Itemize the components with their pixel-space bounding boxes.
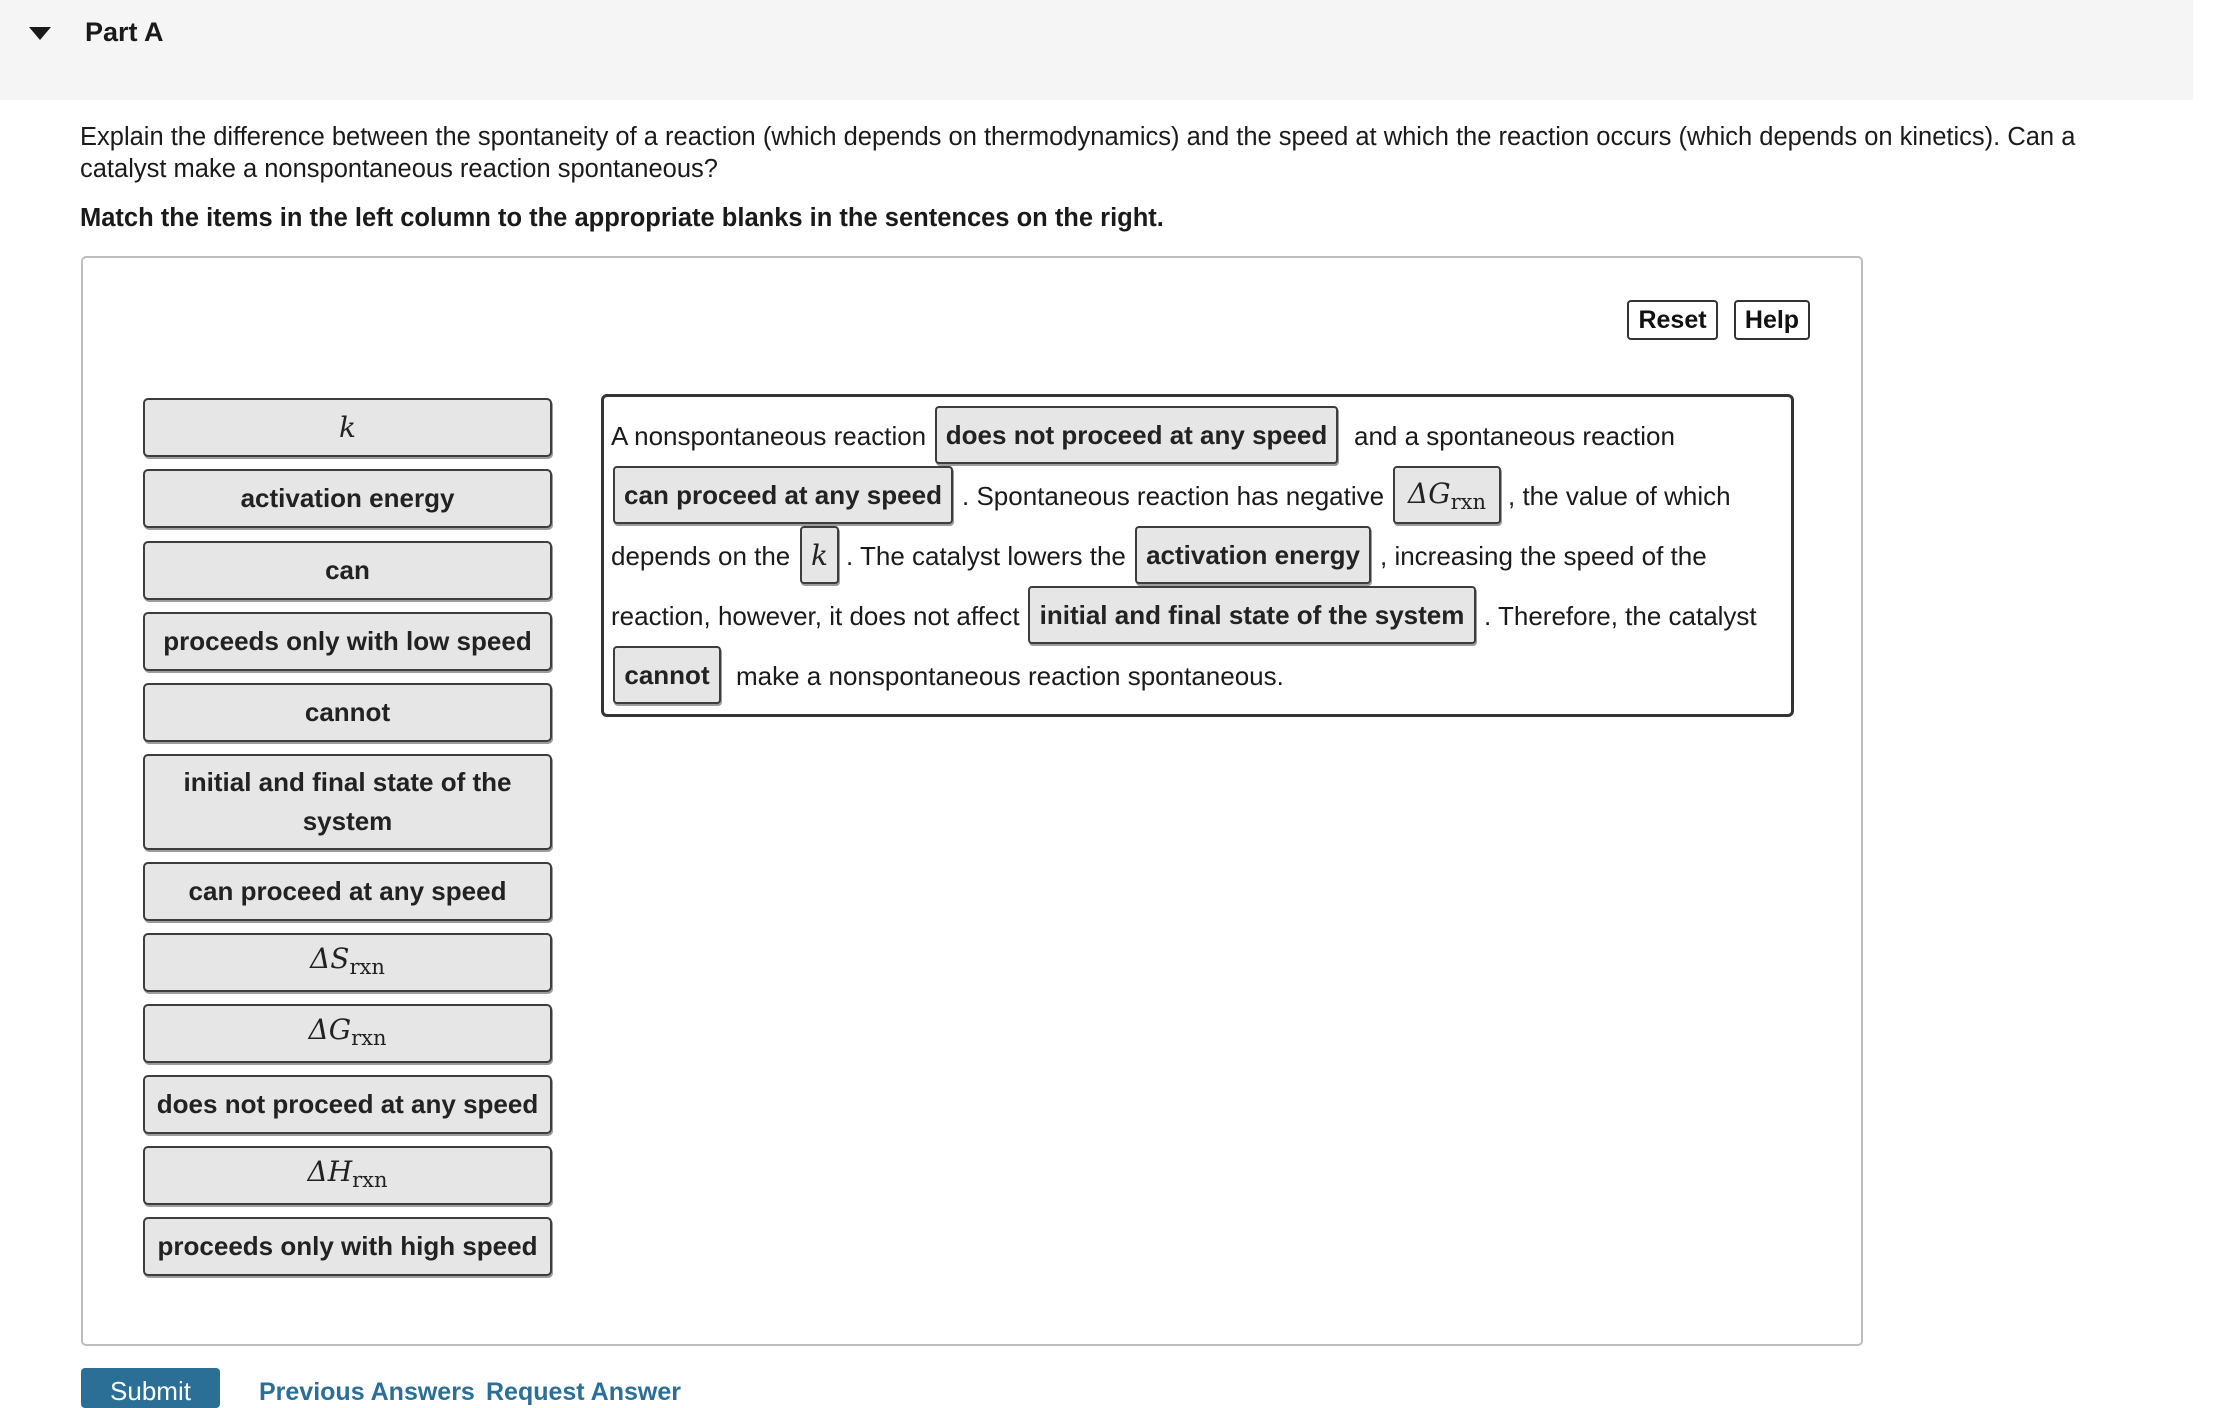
blank-3-symbol: $\Delta G_{rxn}$: [1407, 476, 1486, 514]
item-can[interactable]: can: [143, 541, 552, 600]
sentence-text: . Therefore, the catalyst: [1484, 601, 1757, 631]
question-text: Explain the difference between the spontaneity of a reaction (which depends on thermodynamics) and the speed at which the reaction occurs (which depends on kinetics). Can a catalyst make a nonspontaneous reaction spontaneous?: [80, 123, 2076, 183]
instruction-text: Match the items in the left column to the appropriate blanks in the sentences on the right.: [80, 204, 1164, 232]
previous-answers-link[interactable]: Previous Answers: [259, 1378, 475, 1406]
item-delta-s-rxn[interactable]: [143, 933, 552, 992]
collapse-caret-icon[interactable]: [29, 27, 51, 40]
blank-2[interactable]: can proceed at any speed: [613, 466, 953, 524]
blank-3[interactable]: [1393, 466, 1501, 524]
sentence-text: . Spontaneous reaction has negative: [962, 481, 1385, 511]
item-can-proceed-at-any-speed[interactable]: can proceed at any speed: [143, 862, 552, 921]
sentence-text: reaction, however, it does not affect: [611, 601, 1020, 631]
sentence-text: and a spontaneous reaction: [1354, 421, 1675, 451]
item-proceeds-only-with-high-speed[interactable]: proceeds only with high speed: [143, 1217, 552, 1276]
item-delta-h-rxn[interactable]: [143, 1146, 552, 1205]
delta-g-symbol: $\Delta G_{rxn}$: [308, 1012, 387, 1050]
blank-1[interactable]: does not proceed at any speed: [935, 406, 1338, 464]
sentence-text: depends on the: [611, 541, 791, 571]
item-k[interactable]: [143, 398, 552, 457]
part-header[interactable]: [0, 0, 2193, 100]
part-title: Part A: [85, 17, 164, 47]
item-cannot[interactable]: cannot: [143, 683, 552, 742]
item-proceeds-only-with-low-speed[interactable]: proceeds only with low speed: [143, 612, 552, 671]
delta-s-symbol: $\Delta S_{rxn}$: [310, 941, 385, 979]
blank-7[interactable]: cannot: [613, 646, 721, 704]
sentence-text: make a nonspontaneous reaction spontaneous.: [736, 661, 1284, 691]
item-does-not-proceed-at-any-speed[interactable]: does not proceed at any speed: [143, 1075, 552, 1134]
reset-button[interactable]: Reset: [1627, 300, 1718, 340]
sentence-text: , increasing the speed of the: [1380, 541, 1707, 571]
sentence-text: A nonspontaneous reaction: [611, 421, 927, 451]
sentence-text: . The catalyst lowers the: [846, 541, 1126, 571]
item-delta-g-rxn[interactable]: [143, 1004, 552, 1063]
item-k-label: k: [339, 411, 356, 444]
item-initial-and-final-state[interactable]: initial and final state of the system: [143, 754, 552, 850]
sentence-text: , the value of which: [1508, 481, 1731, 511]
item-activation-energy[interactable]: activation energy: [143, 469, 552, 528]
request-answer-link[interactable]: Request Answer: [486, 1378, 681, 1406]
help-button[interactable]: Help: [1734, 300, 1810, 340]
blank-4[interactable]: [800, 526, 839, 584]
blank-4-symbol: k: [811, 538, 828, 572]
blank-6[interactable]: initial and final state of the system: [1028, 586, 1476, 644]
delta-h-symbol: $\Delta H_{rxn}$: [307, 1154, 388, 1192]
submit-button[interactable]: Submit: [81, 1368, 220, 1408]
blank-5[interactable]: activation energy: [1135, 526, 1371, 584]
